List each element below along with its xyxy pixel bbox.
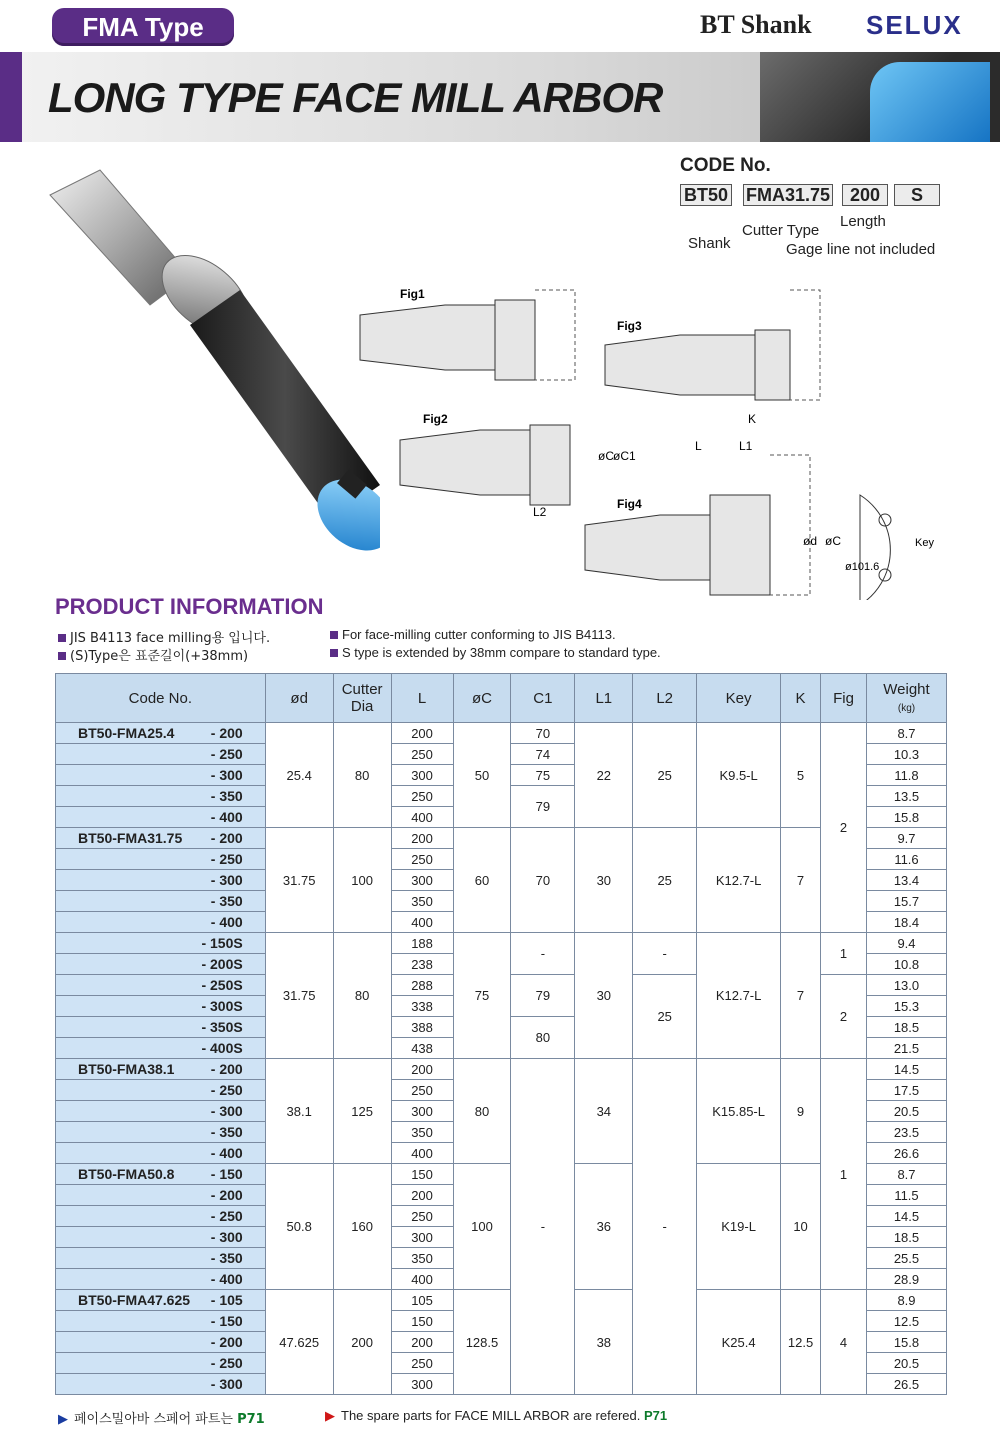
- table-cell: 400: [391, 807, 453, 828]
- table-cell: 11.6: [866, 849, 946, 870]
- table-cell: 34: [575, 1059, 633, 1164]
- table-cell: 125: [333, 1059, 391, 1164]
- table-cell: 25: [633, 828, 697, 933]
- code-cell: - 250: [56, 1206, 266, 1227]
- dim-l1: L1: [739, 439, 753, 453]
- table-cell: 400: [391, 1143, 453, 1164]
- code-cell: - 200: [56, 1185, 266, 1206]
- table-cell: 300: [391, 765, 453, 786]
- table-cell: 2: [821, 975, 867, 1059]
- table-cell: 338: [391, 996, 453, 1017]
- table-cell: 15.8: [866, 1332, 946, 1353]
- table-cell: 13.0: [866, 975, 946, 996]
- table-cell: 80: [453, 1059, 511, 1164]
- table-cell: 14.5: [866, 1059, 946, 1080]
- code-cell: - 200: [56, 1332, 266, 1353]
- dim-c: øC: [598, 449, 614, 463]
- code-cell: BT50-FMA50.8 - 150: [56, 1164, 266, 1185]
- dim-c-fig4: øC: [825, 534, 841, 548]
- code-cell: - 300: [56, 1101, 266, 1122]
- table-cell: 18.4: [866, 912, 946, 933]
- table-cell: 7: [781, 828, 821, 933]
- table-cell: 21.5: [866, 1038, 946, 1059]
- table-cell: 300: [391, 1101, 453, 1122]
- table-cell: 350: [391, 1122, 453, 1143]
- table-cell: -: [633, 933, 697, 975]
- th-l: L: [391, 674, 453, 723]
- table-cell: 25: [633, 723, 697, 828]
- table-cell: 31.75: [265, 933, 333, 1059]
- table-cell: 100: [453, 1164, 511, 1290]
- table-cell: K12.7-L: [697, 933, 781, 1059]
- table-row: [56, 828, 947, 849]
- dim-key: Key: [915, 537, 934, 549]
- code-cell: - 400: [56, 912, 266, 933]
- table-cell: 13.5: [866, 786, 946, 807]
- table-cell: 250: [391, 849, 453, 870]
- table-cell: 4: [821, 1290, 867, 1395]
- th-l2: L2: [633, 674, 697, 723]
- th-c1: C1: [511, 674, 575, 723]
- table-cell: 300: [391, 1227, 453, 1248]
- table-cell: 200: [391, 1185, 453, 1206]
- table-cell: 15.7: [866, 891, 946, 912]
- title-banner: [0, 52, 1000, 142]
- label-length: Length: [840, 213, 886, 230]
- table-cell: K25.4: [697, 1290, 781, 1395]
- table-row: [56, 1059, 947, 1080]
- brand-logo: SELUX: [866, 10, 963, 40]
- code-cell: - 300: [56, 1374, 266, 1395]
- table-cell: K15.85-L: [697, 1059, 781, 1164]
- th-l1: L1: [575, 674, 633, 723]
- table-cell: 26.6: [866, 1143, 946, 1164]
- footer-en: ▶ The spare parts for FACE MILL ARBOR are refered. P71: [325, 1408, 668, 1423]
- table-cell: 128.5: [453, 1290, 511, 1395]
- table-cell: 26.5: [866, 1374, 946, 1395]
- fig3-label: Fig3: [617, 319, 642, 333]
- code-cell: - 250: [56, 1080, 266, 1101]
- section-title: PRODUCT INFORMATION: [55, 594, 324, 619]
- table-row: [56, 933, 947, 954]
- table-cell: 17.5: [866, 1080, 946, 1101]
- table-cell: 79: [511, 786, 575, 828]
- table-cell: 11.8: [866, 765, 946, 786]
- note-en-2: S type is extended by 38mm compare to standard type.: [330, 645, 661, 660]
- dim-d: ød: [803, 534, 818, 548]
- table-cell: 25.5: [866, 1248, 946, 1269]
- top-bar: [0, 0, 1000, 52]
- th-k: K: [781, 674, 821, 723]
- code-cell: BT50-FMA25.4 - 200: [56, 723, 266, 744]
- table-cell: 150: [391, 1311, 453, 1332]
- table-cell: 200: [391, 828, 453, 849]
- table-cell: 75: [453, 933, 511, 1059]
- table-cell: 31.75: [265, 828, 333, 933]
- table-cell: 50.8: [265, 1164, 333, 1290]
- page-ref-ko[interactable]: P71: [237, 1412, 265, 1427]
- table-cell: 250: [391, 1206, 453, 1227]
- table-cell: 50: [453, 723, 511, 828]
- table-cell: 28.9: [866, 1269, 946, 1290]
- table-cell: 200: [333, 1290, 391, 1395]
- code-cell: - 200S: [56, 954, 266, 975]
- table-cell: 200: [391, 723, 453, 744]
- code-cell: - 250: [56, 849, 266, 870]
- table-cell: 11.5: [866, 1185, 946, 1206]
- note-ko-1: JIS B4113 face milling용 입니다.: [58, 627, 270, 646]
- table-cell: 25: [633, 975, 697, 1059]
- banner-photo: [760, 52, 1000, 142]
- table-cell: 188: [391, 933, 453, 954]
- table-cell: 250: [391, 1080, 453, 1101]
- fig2-label: Fig2: [423, 412, 448, 426]
- table-cell: 38: [575, 1290, 633, 1395]
- table-cell: 23.5: [866, 1122, 946, 1143]
- table-cell: 400: [391, 912, 453, 933]
- dim-c1: øC1: [613, 449, 636, 463]
- code-part-length: 200: [842, 184, 888, 206]
- table-cell: 15.3: [866, 996, 946, 1017]
- table-cell: 30: [575, 933, 633, 1059]
- table-cell: 200: [391, 1059, 453, 1080]
- note-en-1: For face-milling cutter conforming to JIS B4113.: [330, 627, 616, 642]
- table-cell: 36: [575, 1164, 633, 1290]
- spec-table: [55, 673, 947, 1395]
- table-cell: 10.8: [866, 954, 946, 975]
- code-cell: - 150: [56, 1311, 266, 1332]
- table-cell: 75: [511, 765, 575, 786]
- code-example: [680, 155, 960, 265]
- table-row: [56, 1164, 947, 1185]
- table-cell: 238: [391, 954, 453, 975]
- table-cell: 1: [821, 1059, 867, 1290]
- table-cell: 80: [333, 933, 391, 1059]
- table-cell: 8.7: [866, 1164, 946, 1185]
- table-cell: 5: [781, 723, 821, 828]
- code-cell: - 250: [56, 1353, 266, 1374]
- table-cell: 250: [391, 744, 453, 765]
- shank-label: BT Shank: [700, 10, 812, 39]
- code-part-shank: BT50: [680, 184, 732, 206]
- table-cell: 350: [391, 1248, 453, 1269]
- label-shank: Shank: [688, 235, 731, 252]
- code-cell: - 150S: [56, 933, 266, 954]
- code-cell: BT50-FMA38.1 - 200: [56, 1059, 266, 1080]
- table-header: [56, 674, 947, 723]
- code-cell: - 400: [56, 1143, 266, 1164]
- table-cell: 60: [453, 828, 511, 933]
- code-cell: - 300: [56, 765, 266, 786]
- table-cell: 250: [391, 786, 453, 807]
- table-cell: 70: [511, 828, 575, 933]
- table-cell: 22: [575, 723, 633, 828]
- code-cell: - 300: [56, 1227, 266, 1248]
- code-cell: BT50-FMA31.75 - 200: [56, 828, 266, 849]
- label-cutter-type: Cutter Type: [742, 222, 820, 239]
- table-cell: 300: [391, 1374, 453, 1395]
- table-cell: 9.7: [866, 828, 946, 849]
- table-cell: 438: [391, 1038, 453, 1059]
- table-cell: 38.1: [265, 1059, 333, 1164]
- table-cell: 20.5: [866, 1353, 946, 1374]
- code-title: CODE No.: [680, 155, 771, 176]
- dim-k: K: [748, 412, 757, 426]
- code-cell: - 350S: [56, 1017, 266, 1038]
- table-cell: 160: [333, 1164, 391, 1290]
- code-cell: - 350: [56, 786, 266, 807]
- th-key: Key: [697, 674, 781, 723]
- table-cell: 300: [391, 870, 453, 891]
- table-cell: K9.5-L: [697, 723, 781, 828]
- table-cell: 350: [391, 891, 453, 912]
- arrow-icon: ▶: [325, 1408, 335, 1423]
- table-cell: K19-L: [697, 1164, 781, 1290]
- th-d: ød: [265, 674, 333, 723]
- table-cell: 80: [511, 1017, 575, 1059]
- code-cell: - 350: [56, 891, 266, 912]
- table-cell: 7: [781, 933, 821, 1059]
- table-cell: 12.5: [866, 1311, 946, 1332]
- table-cell: 70: [511, 723, 575, 744]
- th-c: øC: [453, 674, 511, 723]
- code-cell: - 350: [56, 1122, 266, 1143]
- table-cell: 18.5: [866, 1227, 946, 1248]
- table-cell: 8.7: [866, 723, 946, 744]
- table-cell: 30: [575, 828, 633, 933]
- code-cell: - 350: [56, 1248, 266, 1269]
- code-cell: - 300: [56, 870, 266, 891]
- code-cell: - 400: [56, 1269, 266, 1290]
- technical-figures: [355, 280, 955, 600]
- table-cell: 10: [781, 1164, 821, 1290]
- table-cell: 388: [391, 1017, 453, 1038]
- table-cell: K12.7-L: [697, 828, 781, 933]
- table-cell: -: [511, 1059, 575, 1395]
- table-cell: 79: [511, 975, 575, 1017]
- th-fig: Fig: [821, 674, 867, 723]
- table-cell: 9.4: [866, 933, 946, 954]
- table-cell: 200: [391, 1332, 453, 1353]
- label-gage: Gage line not included: [786, 241, 936, 258]
- table-cell: 8.9: [866, 1290, 946, 1311]
- table-cell: 14.5: [866, 1206, 946, 1227]
- fig4-label: Fig4: [617, 497, 642, 511]
- arrow-icon: ▶: [58, 1412, 68, 1427]
- table-cell: 105: [391, 1290, 453, 1311]
- note-ko-2: (S)Type은 표준길이(+38mm): [58, 645, 248, 664]
- type-badge: FMA Type: [52, 8, 234, 46]
- table-cell: 74: [511, 744, 575, 765]
- dim-l2: L2: [533, 505, 547, 519]
- table-cell: -: [511, 933, 575, 975]
- table-cell: -: [633, 1059, 697, 1395]
- table-cell: 9: [781, 1059, 821, 1164]
- code-cell: - 250: [56, 744, 266, 765]
- code-cell: BT50-FMA47.625 - 105: [56, 1290, 266, 1311]
- table-cell: 47.625: [265, 1290, 333, 1395]
- table-cell: 400: [391, 1269, 453, 1290]
- table-cell: 10.3: [866, 744, 946, 765]
- banner-accent: [0, 52, 22, 142]
- table-cell: 18.5: [866, 1017, 946, 1038]
- table-cell: 150: [391, 1164, 453, 1185]
- th-cutter: Cutter Dia: [333, 674, 391, 723]
- table-cell: 12.5: [781, 1290, 821, 1395]
- th-code: Code No.: [56, 674, 266, 723]
- table-cell: 80: [333, 723, 391, 828]
- code-cell: - 400: [56, 807, 266, 828]
- footer-ko: ▶ 페이스밀아바 스페어 파트는 P71: [58, 1412, 265, 1427]
- table-cell: 2: [821, 723, 867, 933]
- table-cell: 20.5: [866, 1101, 946, 1122]
- code-part-cutter: FMA31.75: [743, 184, 833, 206]
- table-cell: 15.8: [866, 807, 946, 828]
- dim-l: L: [695, 439, 702, 453]
- table-cell: 13.4: [866, 870, 946, 891]
- code-cell: - 250S: [56, 975, 266, 996]
- dim-d101: ø101.6: [845, 561, 880, 573]
- code-cell: - 300S: [56, 996, 266, 1017]
- page-ref-en[interactable]: P71: [644, 1408, 668, 1423]
- table-cell: 250: [391, 1353, 453, 1374]
- table-cell: 25.4: [265, 723, 333, 828]
- page-title: LONG TYPE FACE MILL ARBOR: [48, 74, 663, 121]
- table-cell: 1: [821, 933, 867, 975]
- arbor-product-image: [40, 165, 380, 585]
- table-row: [56, 723, 947, 744]
- table-row: [56, 1290, 947, 1311]
- fig1-label: Fig1: [400, 287, 425, 301]
- th-weight: Weight (kg): [866, 674, 946, 723]
- table-cell: 288: [391, 975, 453, 996]
- code-cell: - 400S: [56, 1038, 266, 1059]
- code-part-s: S: [894, 184, 940, 206]
- table-cell: 100: [333, 828, 391, 933]
